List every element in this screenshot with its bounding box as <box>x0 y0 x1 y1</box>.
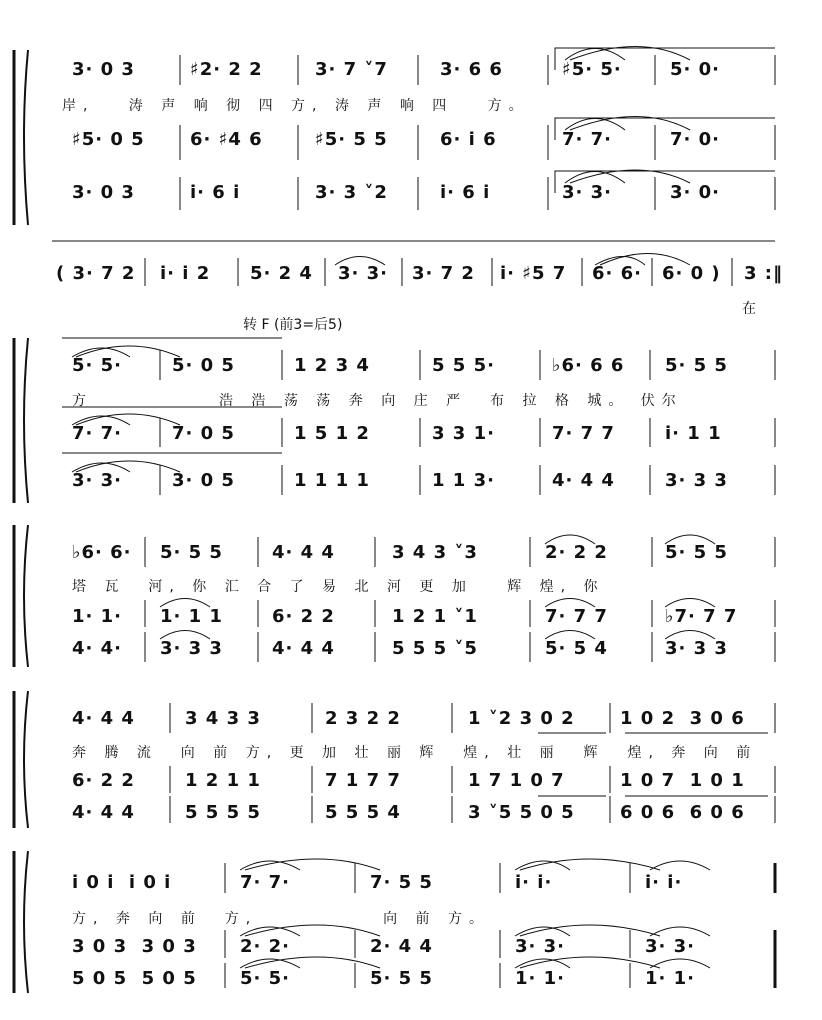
part-2-row <box>0 423 822 463</box>
measure: 5· 0· <box>670 59 720 80</box>
measure: ( 3· 7 2 <box>56 263 136 284</box>
measure: 5· 0 5 <box>172 355 235 376</box>
measure: 3· 3· <box>338 263 388 284</box>
measure: 6· 6· <box>592 263 642 284</box>
measure: 1· 1· <box>515 968 565 989</box>
measure: ♭7· 7 7 <box>665 606 738 627</box>
measure: 6· 2 2 <box>272 606 335 627</box>
measure: i· i· <box>515 872 553 893</box>
measure: 4· 4 4 <box>552 470 615 491</box>
measure: 1 1 1 1 <box>294 470 370 491</box>
part-3-row <box>0 802 822 842</box>
measure: 5 5 5 4 <box>325 802 401 823</box>
measure: ♯2· 2 2 <box>190 59 263 80</box>
measure: i· 6 i <box>190 182 241 203</box>
lyric-line: 奔 腾 流 向 前 方, 更 加 壮 丽 辉 煌, 壮 丽 辉 煌, 奔 向 前 <box>72 745 758 761</box>
lyric-line: 方, 奔 向 前 方, 向 前 方。 <box>72 911 491 927</box>
key-change-note: 转 F (前3=后5) <box>243 317 343 333</box>
measure: 1 0 2 3 0 6 <box>620 708 745 729</box>
measure: 6· i 6 <box>440 129 497 150</box>
part-3-row <box>0 470 822 510</box>
lyric-line: 方 浩 浩 荡 荡 奔 向 庄 严 布 拉 格 城。 伏尔 <box>72 393 683 409</box>
measure: 4· 4 4 <box>72 802 135 823</box>
measure: 3 :‖ <box>744 263 783 284</box>
measure: 1· 1· <box>645 968 695 989</box>
measure: ♯5· 5· <box>562 59 622 80</box>
measure: 6· 2 2 <box>72 770 135 791</box>
measure: 7 1 7 7 <box>325 770 401 791</box>
measure: 1 ˅2 3 0 2 <box>468 708 575 729</box>
measure: 5 0 5 5 0 5 <box>72 968 197 989</box>
measure: 3 ˅5 5 0 5 <box>468 802 575 823</box>
measure: 3 4 3 3 <box>185 708 261 729</box>
measure: 3· 6 6 <box>440 59 503 80</box>
measure: 6· 0 ) <box>662 263 721 284</box>
measure: 3· 0 5 <box>172 470 235 491</box>
measure: 1 0 7 1 0 1 <box>620 770 745 791</box>
measure: i· 1 1 <box>665 423 722 444</box>
measure: 1 2 1 1 <box>185 770 261 791</box>
part-3-row <box>0 182 822 222</box>
part-1-row <box>0 59 822 99</box>
measure: ♯5· 0 5 <box>72 129 145 150</box>
measure: 5· 5 4 <box>545 638 608 659</box>
lyric-line: 岸, 涛 声 响 彻 四 方, 涛 声 响 四 方。 <box>62 98 530 114</box>
part-1-row <box>0 355 822 395</box>
measure: 5 5 5 5 <box>185 802 261 823</box>
measure: i· i· <box>645 872 683 893</box>
measure: 4· 4 4 <box>72 708 135 729</box>
measure: 5· 5 5 <box>160 542 223 563</box>
measure: 5 5 5· <box>432 355 495 376</box>
lyric-line: 塔 瓦 河, 你 汇 合 了 易 北 河 更 加 辉 煌, 你 <box>72 579 605 595</box>
part-2-row <box>0 129 822 169</box>
measure: 5 5 5 ˅5 <box>392 638 478 659</box>
measure: 7· 7· <box>72 423 122 444</box>
score-system-2 <box>0 238 822 338</box>
measure: 3· 3 ˅2 <box>315 182 388 203</box>
measure: 3· 3· <box>562 182 612 203</box>
measure: 7· 7· <box>562 129 612 150</box>
measure: ♭6· 6 6 <box>552 355 625 376</box>
measure: 2· 2 2 <box>545 542 608 563</box>
measure: ♯5· 5 5 <box>315 129 388 150</box>
measure: 3 4 3 ˅3 <box>392 542 478 563</box>
measure: i 0 i i 0 i <box>72 872 172 893</box>
score-system-1 <box>0 45 822 235</box>
measure: 1· 1· <box>72 606 122 627</box>
measure: 1 7 1 0 7 <box>468 770 565 791</box>
measure: 7· 0· <box>670 129 720 150</box>
measure: 3 0 3 3 0 3 <box>72 936 197 957</box>
measure: 4· 4 4 <box>272 638 335 659</box>
measure: 7· 5 5 <box>370 872 433 893</box>
measure: 5· 5 5 <box>665 542 728 563</box>
measure: 7· 0 5 <box>172 423 235 444</box>
measure: 7· 7 7 <box>552 423 615 444</box>
part-3-row <box>0 968 822 1008</box>
measure: 1· 1 1 <box>160 606 223 627</box>
measure: 4· 4· <box>72 638 122 659</box>
measure: 3· 7 2 <box>412 263 475 284</box>
score-system-3 <box>0 335 822 510</box>
measure: 3· 3 3 <box>665 638 728 659</box>
measure: ♭6· 6· <box>72 542 132 563</box>
measure: i· i 2 <box>160 263 211 284</box>
measure: 1 1 3· <box>432 470 495 491</box>
measure: 3· 0 3 <box>72 182 135 203</box>
measure: 5· 5· <box>72 355 122 376</box>
measure: 7· 7· <box>240 872 290 893</box>
measure: 3 3 1· <box>432 423 495 444</box>
measure: 6· ♯4 6 <box>190 129 263 150</box>
part-3-row <box>0 638 822 678</box>
measure: 3· 3 3 <box>160 638 223 659</box>
measure: 1 2 1 ˅1 <box>392 606 478 627</box>
measure: 4· 4 4 <box>272 542 335 563</box>
measure: 3· 3· <box>515 936 565 957</box>
measure: 5· 5· <box>240 968 290 989</box>
measure: 3· 7 ˅7 <box>315 59 388 80</box>
measure: 1 2 3 4 <box>294 355 370 376</box>
measure: 6 0 6 6 0 6 <box>620 802 745 823</box>
measure: i· ♯5 7 <box>500 263 567 284</box>
measure: 3· 0· <box>670 182 720 203</box>
measure: 2· 4 4 <box>370 936 433 957</box>
interlude-row <box>0 263 822 303</box>
measure: 2· 2· <box>240 936 290 957</box>
measure: 7· 7 7 <box>545 606 608 627</box>
measure: 3· 3· <box>72 470 122 491</box>
measure: 1 5 1 2 <box>294 423 370 444</box>
measure: 5· 2 4 <box>250 263 313 284</box>
measure: 3· 0 3 <box>72 59 135 80</box>
part-1-row <box>0 872 822 912</box>
score-system-4 <box>0 522 822 672</box>
score-system-6 <box>0 848 822 998</box>
measure: 5· 5 5 <box>370 968 433 989</box>
score-system-5 <box>0 688 822 833</box>
measure: 3· 3 3 <box>665 470 728 491</box>
lyric-line: 在 <box>742 301 763 317</box>
measure: 2 3 2 2 <box>325 708 401 729</box>
measure: i· 6 i <box>440 182 491 203</box>
measure: 3· 3· <box>645 936 695 957</box>
measure: 5· 5 5 <box>665 355 728 376</box>
